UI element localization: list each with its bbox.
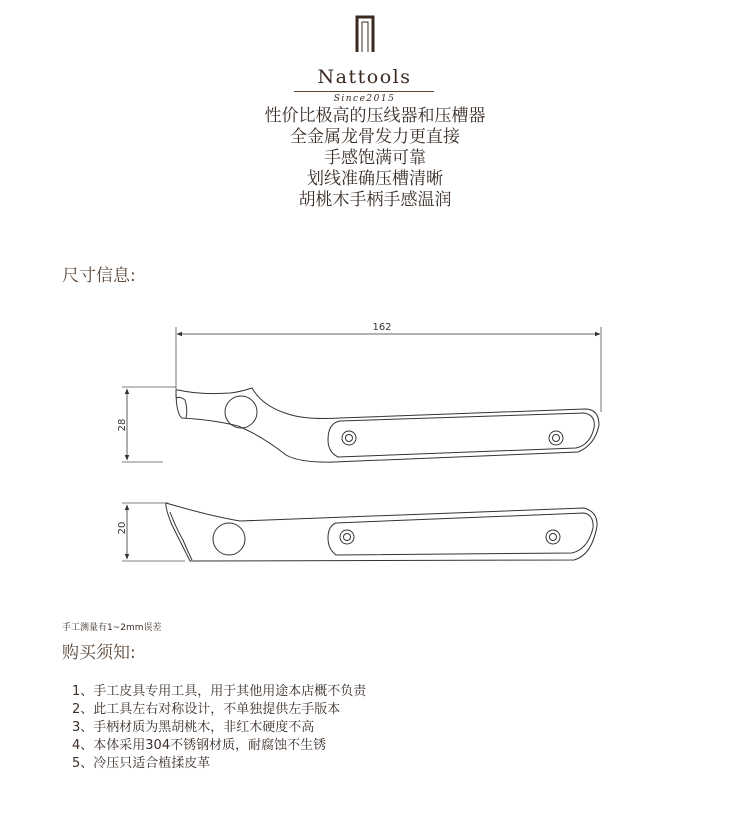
length-dimension <box>176 322 601 412</box>
notice-item: 1、手工皮具专用工具，用于其他用途本店概不负责 <box>72 684 367 699</box>
logo-divider <box>294 91 434 92</box>
technical-drawing <box>0 300 750 600</box>
tool-bottom-view <box>166 503 597 561</box>
notice-item: 5、冷压只适合植揉皮革 <box>72 756 211 771</box>
brand-logo <box>292 14 437 104</box>
feature-line: 胡桃木手柄手感温润 <box>298 190 452 210</box>
notice-item: 3、手柄材质为黑胡桃木，非红木硬度不高 <box>72 720 315 735</box>
feature-line: 划线准确压槽清晰 <box>307 169 443 189</box>
notice-list <box>72 683 366 773</box>
tool-side-view <box>176 388 599 462</box>
tolerance-note: 手工测量有1~2mm误差 <box>62 623 162 633</box>
notice-title: 购买须知: <box>62 643 136 663</box>
dimensions-title: 尺寸信息: <box>62 266 136 286</box>
brand-since: Since2015 <box>333 94 396 104</box>
height-top-value: 28 <box>117 418 128 432</box>
feature-list <box>0 106 750 211</box>
feature-line: 性价比极高的压线器和压槽器 <box>264 106 486 126</box>
height-dimension-top <box>117 387 176 462</box>
notice-item: 2、此工具左右对称设计，不单独提供左手版本 <box>72 702 341 717</box>
height-bottom-value: 20 <box>117 521 128 535</box>
logo-mark-icon <box>354 14 376 54</box>
feature-line: 全金属龙骨发力更直接 <box>290 127 460 147</box>
feature-line: 手感饱满可靠 <box>324 148 426 168</box>
height-dimension-bottom <box>117 503 185 561</box>
notice-item: 4、本体采用304不锈钢材质，耐腐蚀不生锈 <box>72 738 327 753</box>
brand-name: Nattools <box>317 66 412 88</box>
length-value: 162 <box>372 322 392 333</box>
